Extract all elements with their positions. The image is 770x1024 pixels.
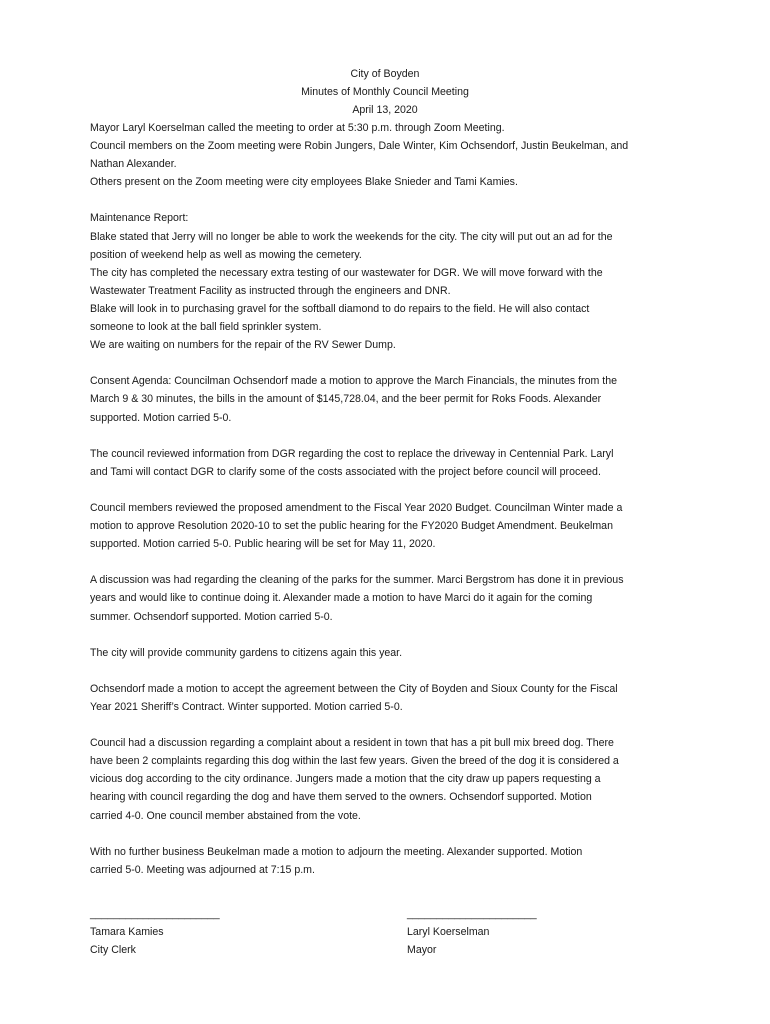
adjourn-section bbox=[90, 843, 684, 879]
paragraph-line: Council members on the Zoom meeting were Robin Jungers, Dale Winter, Kim Ochsendorf, Justin Beukelman, and bbox=[90, 140, 629, 153]
paragraph-line: Wastewater Treatment Facility as instructed through the engineers and DNR. bbox=[90, 284, 451, 297]
gardens-section bbox=[90, 644, 684, 662]
paragraph-line: supported. Motion carried 5-0. bbox=[90, 411, 232, 424]
driveway-section bbox=[90, 445, 684, 481]
paragraph-line: Blake stated that Jerry will no longer be able to work the weekends for the city. The city will put out an ad for the bbox=[90, 230, 613, 243]
minutes-body bbox=[90, 119, 684, 879]
paragraph-line: someone to look at the ball field sprinkler system. bbox=[90, 321, 322, 334]
paragraph-line: Others present on the Zoom meeting were city employees Blake Snieder and Tami Kamies. bbox=[90, 176, 518, 189]
paragraph-line: hearing with council regarding the dog and have them served to the owners. Ochsendorf supported. Motion bbox=[90, 791, 592, 804]
paragraph-line: We are waiting on numbers for the repair of the RV Sewer Dump. bbox=[90, 339, 396, 352]
paragraph-line: Ochsendorf made a motion to accept the agreement between the City of Boyden and Sioux County for the Fiscal bbox=[90, 682, 618, 695]
paragraph-line: Blake will look in to purchasing gravel for the softball diamond to do repairs to the field. He will also contact bbox=[90, 302, 590, 315]
dog-complaint-section bbox=[90, 734, 684, 824]
paragraph-line: With no further business Beukelman made a motion to adjourn the meeting. Alexander supported. Motion bbox=[90, 845, 583, 858]
signature-line: ______________________ bbox=[90, 908, 220, 920]
signature-line: ______________________ bbox=[407, 908, 537, 920]
paragraph-line: Nathan Alexander. bbox=[90, 158, 177, 171]
paragraph-line: years and would like to continue doing it. Alexander made a motion to have Marci do it again for the coming bbox=[90, 592, 593, 605]
paragraph-line: The city has completed the necessary extra testing of our wastewater for DGR. We will move forward with the bbox=[90, 266, 603, 279]
paragraph-line: carried 5-0. Meeting was adjourned at 7:15 p.m. bbox=[90, 863, 315, 876]
signer-title: Mayor bbox=[407, 944, 437, 957]
section-heading: Maintenance Report: bbox=[90, 212, 189, 225]
paragraph-line: position of weekend help as well as mowing the cemetery. bbox=[90, 248, 362, 261]
paragraph-line: Council had a discussion regarding a complaint about a resident in town that has a pit bull mix breed dog. There bbox=[90, 737, 614, 750]
meeting-date: April 13, 2020 bbox=[352, 104, 418, 117]
document-title: Minutes of Monthly Council Meeting bbox=[301, 86, 469, 99]
clerk-signature-block bbox=[90, 905, 220, 959]
signer-name: Tamara Kamies bbox=[90, 926, 164, 939]
paragraph-line: Consent Agenda: Councilman Ochsendorf made a motion to approve the March Financials, the minutes from the bbox=[90, 375, 618, 388]
paragraph-line: Mayor Laryl Koerselman called the meeting to order at 5:30 p.m. through Zoom Meeting. bbox=[90, 122, 505, 134]
city-name: City of Boyden bbox=[350, 68, 420, 80]
sheriff-contract-section bbox=[90, 680, 684, 716]
paragraph-line: vicious dog according to the city ordinance. Jungers made a motion that the city draw up papers requesting a bbox=[90, 773, 601, 786]
consent-agenda-section bbox=[90, 372, 684, 426]
parks-section bbox=[90, 571, 684, 625]
paragraph-line: motion to approve Resolution 2020-10 to set the public hearing for the FY2020 Budget Amendment. Beukelman bbox=[90, 520, 613, 533]
paragraph-line: Year 2021 Sheriff’s Contract. Winter supported. Motion carried 5-0. bbox=[90, 701, 403, 713]
paragraph-line: March 9 & 30 minutes, the bills in the amount of $145,728.04, and the beer permit for Roks Foods. Alexander bbox=[90, 393, 602, 406]
paragraph-line: The council reviewed information from DGR regarding the cost to replace the driveway in Centennial Park. Laryl bbox=[90, 447, 614, 460]
document-header bbox=[0, 65, 770, 119]
intro-section bbox=[90, 119, 684, 191]
maintenance-section bbox=[90, 209, 684, 354]
budget-section bbox=[90, 499, 684, 553]
paragraph-line: The city will provide community gardens to citizens again this year. bbox=[90, 646, 403, 659]
signer-name: Laryl Koerselman bbox=[407, 926, 490, 939]
paragraph-line: A discussion was had regarding the cleaning of the parks for the summer. Marci Bergstrom has done it in previous bbox=[90, 574, 624, 587]
paragraph-line: summer. Ochsendorf supported. Motion carried 5-0. bbox=[90, 610, 333, 623]
signer-title: City Clerk bbox=[90, 944, 136, 957]
mayor-signature-block bbox=[407, 905, 537, 959]
paragraph-line: and Tami will contact DGR to clarify some of the costs associated with the project before council will proceed. bbox=[90, 465, 601, 478]
paragraph-line: supported. Motion carried 5-0. Public hearing will be set for May 11, 2020. bbox=[90, 538, 436, 551]
paragraph-line: Council members reviewed the proposed amendment to the Fiscal Year 2020 Budget. Councilman Winter made a bbox=[90, 501, 623, 514]
paragraph-line: have been 2 complaints regarding this dog within the last few years. Given the breed of the dog it is considered a bbox=[90, 755, 619, 768]
paragraph-line: carried 4-0. One council member abstained from the vote. bbox=[90, 809, 361, 822]
